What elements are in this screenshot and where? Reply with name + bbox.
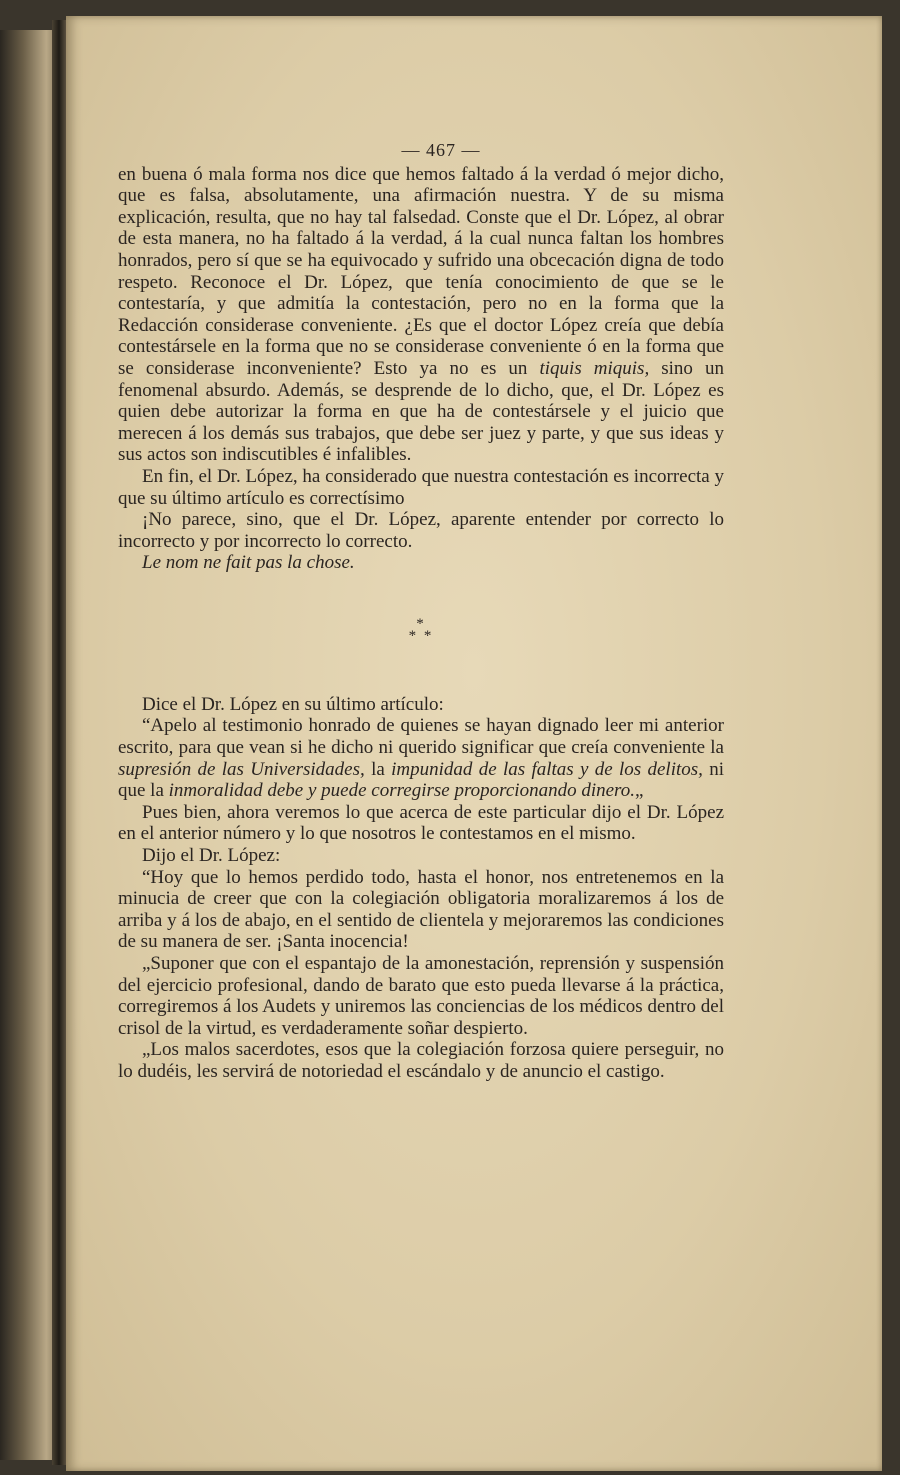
section-divider-asterisks <box>118 615 724 644</box>
page-text-block <box>118 140 724 1083</box>
text-run: ¡No parece, sino, que el Dr. López, aparente entender por correcto lo incorrecto y por incorrecto lo correcto. <box>118 509 724 552</box>
paragraph-p3 <box>118 509 724 552</box>
italic-text: impunidad de las faltas y de los delitos, <box>391 758 703 780</box>
paragraph-p10 <box>118 953 724 1039</box>
text-run: „Los malos sacerdotes, esos que la colegiación forzosa quiere perseguir, no lo dudéis, les servirá de notoriedad el escándalo y de anuncio el castigo. <box>118 1039 724 1082</box>
text-run: Dijo el Dr. López: <box>142 845 281 867</box>
text-run: “Apelo al testimonio honrado de quienes se hayan dignado leer mi anterior escrito, para que vean si he dicho ni querido significar que creía conveniente la <box>118 715 724 759</box>
paragraph-p7 <box>118 802 724 845</box>
text-run: En fin, el Dr. López, ha considerado que nuestra contestación es incorrecta y que su último artículo es correctísimo <box>118 465 724 509</box>
text-run: Pues bien, ahora veremos lo que acerca de este particular dijo el Dr. López en el anterior número y lo que nosotros le contestamos en el mismo. <box>118 801 724 845</box>
section-two <box>118 694 724 1083</box>
facing-page-edge <box>0 30 58 1460</box>
asterisk-top: * <box>416 615 426 632</box>
paragraph-p9 <box>118 867 724 953</box>
text-run: „Suponer que con el espantajo de la amonestación, reprensión y suspensión del ejercicio profesional, dando de barato que esto pueda llevarse á la práctica, corregiremos á los Audets y uniremos las conciencias de los médicos dentro del crisol de la virtud, es verdaderamente soñar despierto. <box>118 953 724 1039</box>
paragraph-p4 <box>118 552 724 574</box>
text-run: en buena ó mala forma nos dice que hemos faltado á la verdad ó mejor dicho, que es falsa, absolutamente, una afirmación nuestra. Y de su misma explicación, resulta, que no hay tal falsedad. Conste que el Dr. López, al obrar de esta manera, no ha faltado á la verdad, á la cual nunca faltan los hombres honrados, pero sí que se ha equivocado y sufrido una obcecación digna de todo respeto. Reconoce el Dr. López, que tenía conocimiento de que se le contestaría, y que admitía la contestación, pero no en la forma que la Redacción considerase conveniente. ¿Es que el doctor López creía que debía contestársele en la forma que no se considerase conveniente ó en la forma que se considerase inconveniente? Esto ya no es un <box>118 163 724 379</box>
italic-text: tiquis miquis, <box>539 357 650 379</box>
book-spine <box>52 20 66 1465</box>
paragraph-p11 <box>118 1039 724 1082</box>
paragraph-p2 <box>118 466 724 509</box>
text-run: “Hoy que lo hemos perdido todo, hasta el honor, nos entretenemos en la minucia de creer que con la colegiación obligatoria moralizaremos á los de arriba y á los de abajo, en el sentido de clientela y mejoraremos las condiciones de su manera de ser. ¡Santa inocencia! <box>118 866 724 953</box>
text-run: „ <box>634 780 644 802</box>
text-run: sino un fenomenal absurdo. Además, se desprende de lo dicho, que, el Dr. López es quien debe autorizar la forma en que ha de contestársele y el juicio que merecen á los demás sus trabajos, que debe ser juez y parte, y que sus ideas y sus actos son indiscutibles é infalibles. <box>118 357 724 466</box>
italic-text: Le nom ne fait pas la chose. <box>142 552 355 574</box>
italic-text: inmoralidad debe y puede corregirse proporcionando dinero. <box>168 780 635 802</box>
italic-text: supresión de las Universidades, <box>118 758 365 780</box>
paragraph-p1 <box>118 164 724 466</box>
paragraph-p6 <box>118 715 724 801</box>
section-one <box>118 164 724 574</box>
asterisk-bottom: * * <box>408 627 434 644</box>
text-run: ni que la <box>118 758 725 802</box>
paragraph-p5 <box>118 694 724 716</box>
page-number: — 467 — <box>401 140 481 160</box>
paragraph-p8 <box>118 845 724 867</box>
text-run: Dice el Dr. López en su último artículo: <box>142 693 444 715</box>
text-run: la <box>364 758 392 780</box>
